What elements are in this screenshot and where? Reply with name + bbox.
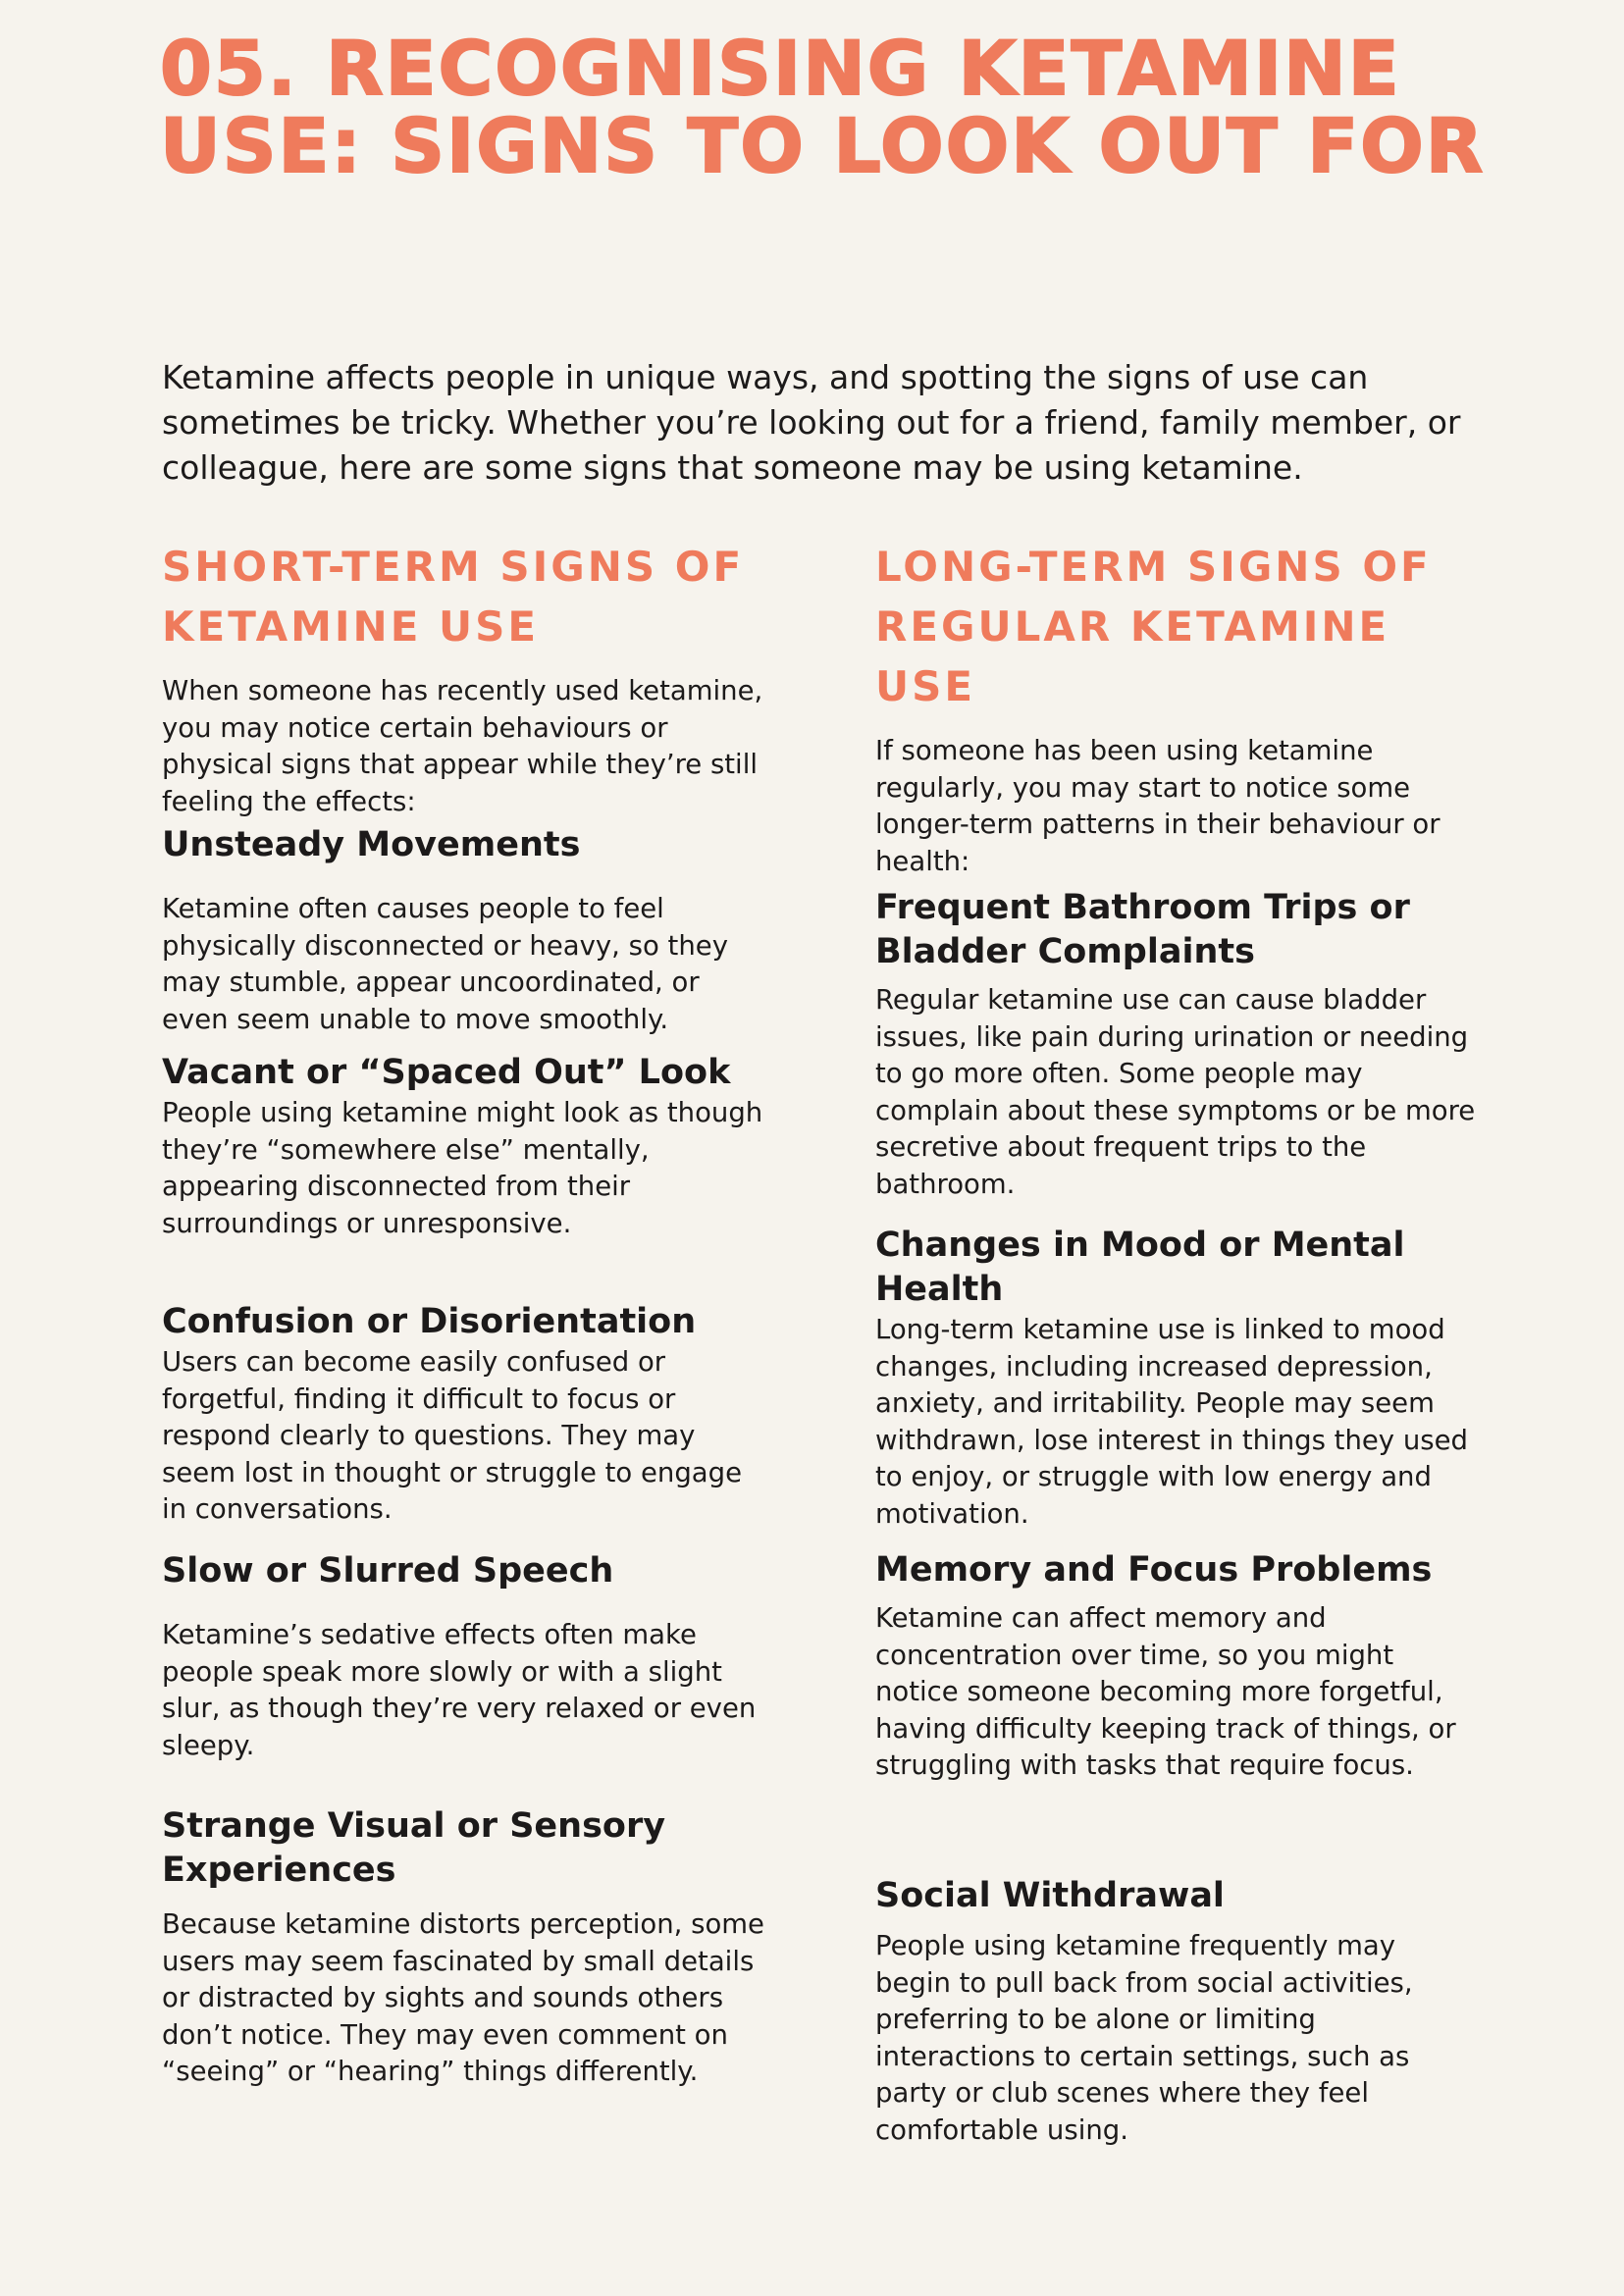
sign-item [875, 1224, 1476, 1533]
long-term-header [875, 537, 1476, 880]
short-term-heading: SHORT-TERM SIGNS OF KETAMINE USE [162, 543, 745, 651]
sign-item [875, 886, 1476, 1203]
sign-item [162, 1549, 770, 1764]
sign-title: Changes in Mood or Mental Health [875, 1226, 1405, 1309]
sign-item [162, 1804, 770, 2091]
sign-description: Ketamine can affect memory and concentration over time, so you might notice someone becoming more forgetful, having difficulty keeping track of things, or struggling with tasks that require focus. [875, 1602, 1456, 1781]
sign-description: People using ketamine might look as though they’re “somewhere else” mentally, appearing disconnected from their surroundings or unresponsive. [162, 1097, 763, 1239]
sign-title: Memory and Focus Problems [875, 1550, 1433, 1590]
sign-title: Strange Visual or Sensory Experiences [162, 1806, 666, 1890]
sign-description: Ketamine often causes people to feel physically disconnected or heavy, so they may stumble, appear uncoordinated, or even seem unable to move smoothly. [162, 893, 728, 1035]
sign-title: Vacant or “Spaced Out” Look [162, 1053, 731, 1092]
sign-title: Slow or Slurred Speech [162, 1551, 614, 1591]
sign-item [162, 823, 770, 1038]
sign-description: Ketamine’s sedative effects often make people speak more slowly or with a slight slur, as though they’re very relaxed or even sleepy. [162, 1619, 757, 1761]
sign-item [162, 1300, 770, 1529]
page-title: 05. RECOGNISING KETAMINE USE: SIGNS TO LOOK OUT FOR [160, 25, 1486, 189]
long-term-intro: If someone has been using ketamine regularly, you may start to notice some longer-term patterns in their behaviour or health: [875, 735, 1441, 877]
sign-title: Social Withdrawal [875, 1876, 1225, 1915]
short-term-intro: When someone has recently used ketamine, you may notice certain behaviours or physical signs that appear while they’re still feeling the effects: [162, 675, 763, 817]
sign-title: Confusion or Disorientation [162, 1302, 697, 1341]
intro-paragraph: Ketamine affects people in unique ways, and spotting the signs of use can sometimes be tricky. Whether you’re looking out for a friend, family member, or colleague, here are some signs that someone may be using ketamine. [162, 358, 1461, 487]
sign-item [875, 1548, 1476, 1785]
sign-description: Because ketamine distorts perception, some users may seem fascinated by small details or distracted by sights and sounds others don’t notice. They may even comment on “seeing” or “hearing” things differently. [162, 1908, 764, 2087]
sign-title: Unsteady Movements [162, 825, 581, 864]
sign-description: People using ketamine frequently may begin to pull back from social activities, preferring to be alone or limiting interactions to certain settings, such as party or club scenes where they feel comfortable using. [875, 1930, 1413, 2146]
sign-title: Frequent Bathroom Trips or Bladder Complaints [875, 888, 1410, 971]
short-term-header [162, 537, 770, 820]
sign-description: Regular ketamine use can cause bladder issues, like pain during urination or needing to go more often. Some people may complain about these symptoms or be more secretive about frequent trips to the bathroom. [875, 984, 1476, 1200]
sign-description: Users can become easily confused or forgetful, finding it difficult to focus or respond clearly to questions. They may seem lost in thought or struggle to engage in conversations. [162, 1346, 743, 1525]
sign-item [162, 1051, 770, 1242]
long-term-heading: LONG-TERM SIGNS OF REGULAR KETAMINE USE [875, 543, 1432, 710]
sign-item [875, 1874, 1476, 2149]
sign-description: Long-term ketamine use is linked to mood changes, including increased depression, anxiety, and irritability. People may seem withdrawn, lose interest in things they used to enjoy, or struggle with low energy and motivation. [875, 1314, 1468, 1530]
